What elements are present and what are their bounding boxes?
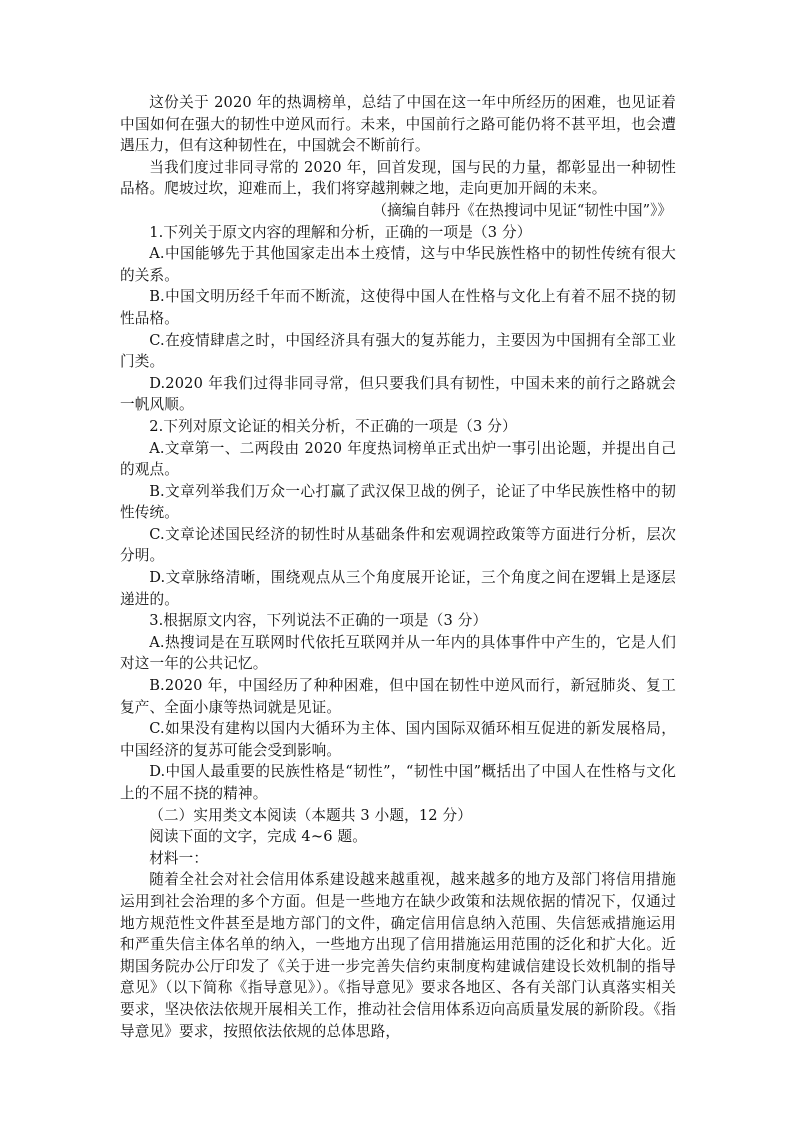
material-label: 材料一： bbox=[149, 849, 209, 867]
passage-paragraph: 这份关于 2020 年的热调榜单，总结了中国在这一年中所经历的困难，也见证着中国如何在强大的韧性中逆风而行。未来，中国前行之路可能仍将不甚平坦，也会遭遇压力，但有这种韧性在，中国就会不断前行。 bbox=[120, 94, 676, 155]
question-1-stem: 1.下列关于原文内容的理解和分析，正确的一项是（3 分） bbox=[149, 223, 532, 241]
question-1-option-a: A.中国能够先于其他国家走出本土疫情，这与中华民族性格中的韧性传统有很大的关系。 bbox=[120, 245, 676, 284]
question-3-stem: 3.根据原文内容，下列说法不正确的一项是（3 分） bbox=[149, 612, 488, 630]
question-2-option-b: B.文章列举我们万众一心打赢了武汉保卫战的例子，论证了中华民族性格中的韧性传统。 bbox=[120, 482, 676, 522]
section-2-heading: （二）实用类文本阅读（本题共 3 小题，12 分） bbox=[149, 806, 472, 824]
question-1-option-b: B.中国文明历经千年而不断流，这使得中国人在性格与文化上有着不屈不挠的韧性品格。 bbox=[120, 288, 676, 327]
question-2-option-d: D.文章脉络清晰，围绕观点从三个角度展开论证，三个角度之间在逻辑上是逐层递进的。 bbox=[120, 569, 676, 608]
passage-source: （摘编自韩丹《在热搜词中见证“韧性中国”》》 bbox=[372, 201, 672, 219]
section-2-instruction: 阅读下面的文字，完成 4~6 题。 bbox=[149, 828, 367, 846]
question-1-option-d: D.2020 年我们过得非同寻常，但只要我们具有韧性，中国未来的前行之路就会一帆风顺。 bbox=[120, 374, 676, 414]
passage-paragraph: 当我们度过非同寻常的 2020 年，回首发现，国与民的力量，都彰显出一种韧性品格。爬坡过坎，迎难而上，我们将穿越荆棘之地，走向更加开阔的未来。 bbox=[120, 158, 676, 198]
question-3-option-d: D.中国人最重要的民族性格是“韧性”，“韧性中国”概括出了中国人在性格与文化上的不屈不挠的精神。 bbox=[120, 763, 676, 802]
question-3-option-b: B.2020 年，中国经历了种种困难，但中国在韧性中逆风而行，新冠肺炎、复工复产、全面小康等热词就是见证。 bbox=[120, 677, 676, 716]
question-2-stem: 2.下列对原文论证的相关分析，不正确的一项是（3 分） bbox=[149, 417, 517, 435]
page-content bbox=[120, 92, 676, 1042]
question-2-option-c: C.文章论述国民经济的韧性时从基础条件和宏观调控政策等方面进行分析，层次分明。 bbox=[120, 525, 676, 565]
material-paragraph: 随着全社会对社会信用体系建设越来越重视，越来越多的地方及部门将信用措施运用到社会治理的多个方面。但是一些地方在缺少政策和法规依据的情况下，仅通过地方规范性文件甚至是地方部门的文件，确定信用信息纳入范围、失信惩戒措施运用和严重失信主体名单的纳入，一些地方出现了信用措施运用范围的泛化和扩大化。近期国务院办公厅印发了《关于进一步完善失信约束制度构建诚信建设长效机制的指导意见》（以下简称《指导意见》）。《指导意见》要求各地区、各有关部门认真落实相关要求，坚决依法依规开展相关工作，推动社会信用体系迈向高质量发展的新阶段。《指导意见》要求，按照依法依规的总体思路， bbox=[120, 871, 676, 1040]
question-2-option-a: A.文章第一、二两段由 2020 年度热词榜单正式出炉一事引出论题，并提出自己的观点。 bbox=[120, 439, 676, 479]
question-3-option-a: A.热搜词是在互联网时代依托互联网并从一年内的具体事件中产生的，它是人们对这一年的公共记忆。 bbox=[120, 633, 676, 673]
question-3-option-c: C.如果没有建构以国内大循环为主体、国内国际双循环相互促进的新发展格局，中国经济的复苏可能会受到影响。 bbox=[120, 720, 676, 759]
question-1-option-c: C.在疫情肆虐之时，中国经济具有强大的复苏能力，主要因为中国拥有全部工业门类。 bbox=[120, 331, 676, 371]
